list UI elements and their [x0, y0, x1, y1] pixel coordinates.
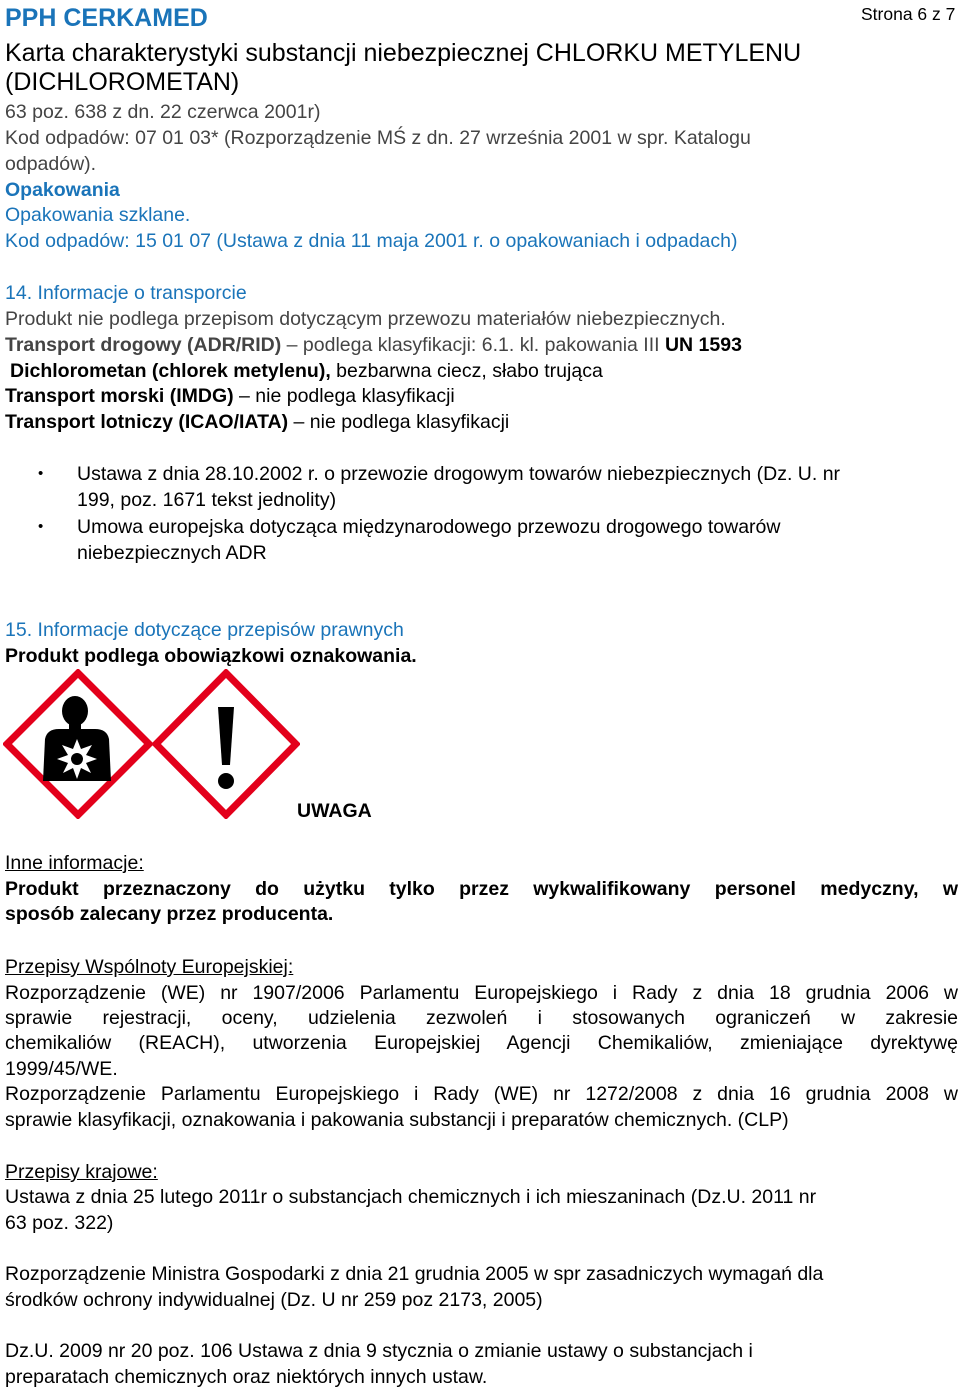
- sea-transport-label: Transport morski (IMDG): [5, 385, 234, 407]
- national-regulation-line: 63 poz. 322): [5, 1212, 114, 1234]
- page-number: Strona 6 z 7: [861, 4, 956, 24]
- un-number: UN 1593: [664, 334, 742, 356]
- road-transport-line: [5, 332, 742, 358]
- exclamation-mark-icon: [152, 669, 300, 819]
- waste-code-line2: odpadów).: [5, 153, 97, 175]
- other-info-text: Produkt przeznaczony do użytku tylko przez wykwalifikowany personel medyczny, w: [5, 878, 958, 900]
- substance-line: [10, 358, 603, 384]
- sea-transport-text: – nie podlega klasyfikacji: [233, 385, 455, 407]
- substance-text: bezbarwna ciecz, słabo trująca: [330, 360, 603, 382]
- signal-word: UWAGA: [297, 800, 372, 822]
- air-transport-line: [5, 409, 509, 435]
- bullet-icon: •: [38, 518, 44, 535]
- sea-transport-line: [5, 383, 455, 409]
- health-hazard-icon: [3, 669, 153, 819]
- bullet-icon: •: [38, 465, 44, 482]
- road-transport-label: Transport drogowy (ADR/RID): [5, 334, 282, 356]
- list-item-continuation: niebezpiecznych ADR: [77, 542, 267, 564]
- waste-code-line: Kod odpadów: 07 01 03* (Rozporządzenie MŚ z dn. 27 września 2001 w spr. Katalogu: [5, 127, 751, 149]
- national-regulation-line: środków ochrony indywidualnej (Dz. U nr 259 poz 2173, 2005): [5, 1289, 543, 1311]
- road-transport-text: – podlega klasyfikacji: 6.1. kl. pakowania III: [281, 334, 665, 356]
- section-14-heading: 14. Informacje o transporcie: [5, 282, 247, 304]
- list-item-continuation: 199, poz. 1671 tekst jednolity): [77, 489, 337, 511]
- packaging-text: Opakowania szklane.: [5, 204, 191, 226]
- transport-intro: Produkt nie podlega przepisom dotyczącym przewozu materiałów niebezpiecznych.: [5, 308, 726, 330]
- waste-legal-ref: 63 poz. 638 z dn. 22 czerwca 2001r): [5, 101, 321, 123]
- labeling-requirement: Produkt podlega obowiązkowi oznakowania.: [5, 645, 417, 667]
- eu-regulation-line: sprawie klasyfikacji, oznakowania i pakowania substancji i preparatów chemicznych. (CLP): [5, 1109, 789, 1131]
- national-regulation-line: preparatach chemicznych oraz niektórych innych ustaw.: [5, 1366, 488, 1388]
- national-regulations-label: Przepisy krajowe:: [5, 1161, 158, 1183]
- air-transport-label: Transport lotniczy (ICAO/IATA): [5, 411, 289, 433]
- eu-regulations-label: Przepisy Wspólnoty Europejskiej:: [5, 956, 294, 978]
- national-regulation-line: Rozporządzenie Ministra Gospodarki z dnia 21 grudnia 2005 w spr zasadniczych wymagań dla: [5, 1263, 824, 1285]
- company-name: PPH CERKAMED: [5, 4, 208, 32]
- national-regulation-line: Ustawa z dnia 25 lutego 2011r o substancjach chemicznych i ich mieszaninach (Dz.U. 2011 nr: [5, 1186, 817, 1208]
- eu-regulation-line: chemikaliów (REACH), utworzenia Europejskiej Agencji Chemikaliów, zmieniające dyrektywę: [5, 1032, 958, 1054]
- list-item: Ustawa z dnia 28.10.2002 r. o przewozie drogowym towarów niebezpiecznych (Dz. U. nr: [77, 463, 841, 485]
- other-info-text-line2: sposób zalecany przez producenta.: [5, 903, 334, 925]
- document-title-line2: (DICHLOROMETAN): [5, 68, 240, 96]
- eu-regulation-line: Rozporządzenie Parlamentu Europejskiego i Rady (WE) nr 1272/2008 z dnia 16 grudnia 2008 w: [5, 1083, 958, 1105]
- air-transport-text: – nie podlega klasyfikacji: [288, 411, 510, 433]
- list-item: Umowa europejska dotycząca międzynarodowego przewozu drogowego towarów: [77, 516, 781, 538]
- packaging-waste-code: Kod odpadów: 15 01 07 (Ustawa z dnia 11 maja 2001 r. o opakowaniach i odpadach): [5, 230, 738, 252]
- section-15-heading: 15. Informacje dotyczące przepisów prawnych: [5, 619, 404, 641]
- national-regulation-line: Dz.U. 2009 nr 20 poz. 106 Ustawa z dnia 9 stycznia o zmianie ustawy o substancjach i: [5, 1340, 753, 1362]
- eu-regulation-line: 1999/45/WE.: [5, 1058, 118, 1080]
- eu-regulation-line: sprawie rejestracji, oceny, udzielenia zezwoleń i stosowanych ograniczeń w zakresie: [5, 1007, 958, 1029]
- document-title: Karta charakterystyki substancji niebezpiecznej CHLORKU METYLENU: [5, 39, 802, 67]
- other-info-label: Inne informacje:: [5, 852, 144, 874]
- eu-regulation-line: Rozporządzenie (WE) nr 1907/2006 Parlamentu Europejskiego i Rady z dnia 18 grudnia 2006 w: [5, 982, 958, 1004]
- packaging-heading: Opakowania: [5, 179, 120, 201]
- substance-label: Dichlorometan (chlorek metylenu),: [10, 360, 331, 382]
